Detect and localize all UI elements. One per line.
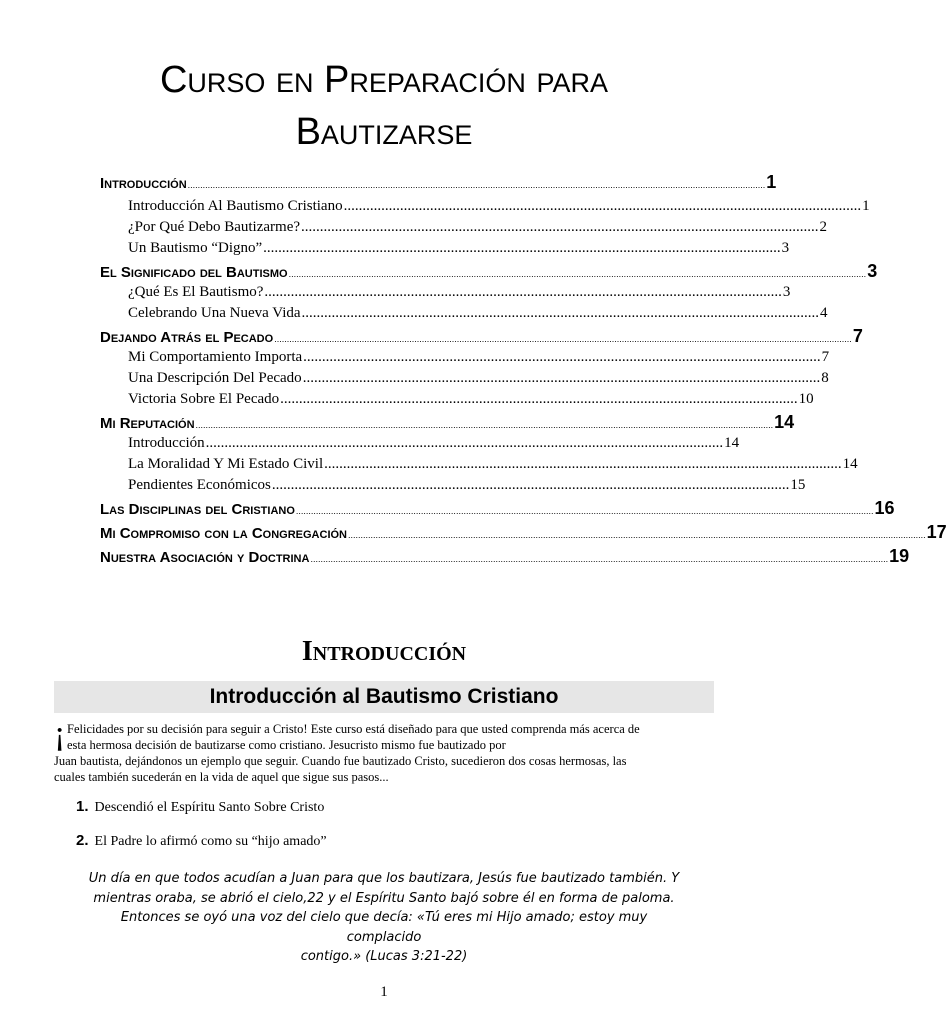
toc-entry-label: Victoria Sobre El Pecado: [128, 391, 280, 407]
toc-entry-page: 1: [766, 172, 777, 192]
toc-leader-dots: ..........................................................................................................................................: [302, 370, 821, 386]
intro-paragraph-line: esta hermosa decisión de bautizarse como cristiano. Jesucristo mismo fue bautizado por: [67, 738, 506, 752]
toc-leader-dots: ..........................................................................................................................................: [263, 240, 781, 256]
toc-entry[interactable]: [128, 198, 870, 215]
toc-entry[interactable]: [100, 498, 895, 519]
list-item-text: Descendió el Espíritu Santo Sobre Cristo: [94, 800, 325, 815]
quote-line: contigo.» (Lucas 3:21-22): [300, 949, 468, 964]
toc-entry-page: 7: [821, 349, 830, 365]
toc-leader-dots: .......................................................................................................................................................................................................................................: [274, 334, 852, 344]
toc-entry[interactable]: [100, 412, 795, 433]
toc-entry-page: 3: [782, 284, 791, 300]
toc-entry[interactable]: [100, 326, 863, 347]
toc-entry-page: 3: [867, 261, 878, 281]
toc-entry[interactable]: [128, 240, 790, 257]
toc-entry-page: 3: [781, 240, 790, 256]
toc-entry-page: 17: [926, 522, 947, 542]
toc-leader-dots: ..........................................................................................................................................: [343, 198, 862, 214]
toc-entry[interactable]: [100, 261, 878, 282]
toc-entry-label: Pendientes Económicos: [128, 477, 271, 493]
page-number: 1: [380, 984, 388, 1000]
toc-entry-page: 8: [821, 370, 829, 386]
toc-entry-label: Introducción: [128, 435, 205, 451]
toc-entry-label: Nuestra Asociación y Doctrina: [100, 549, 310, 566]
toc-entry[interactable]: [128, 349, 830, 366]
toc-entry[interactable]: [128, 219, 828, 236]
toc-entry-label: Mi Reputación: [100, 415, 195, 432]
toc-entry[interactable]: [128, 305, 828, 322]
toc-leader-dots: .......................................................................................................................................................................................................................................: [187, 180, 766, 190]
list-item-number: 2.: [76, 832, 89, 849]
toc-entry-label: La Moralidad Y Mi Estado Civil: [128, 456, 324, 472]
list-item: [76, 798, 324, 816]
toc-leader-dots: .......................................................................................................................................................................................................................................: [348, 530, 926, 540]
toc-entry-page: 19: [889, 546, 910, 566]
toc-leader-dots: .......................................................................................................................................................................................................................................: [295, 506, 874, 516]
toc-entry-label: Introducción Al Bautismo Cristiano: [128, 198, 343, 214]
toc-entry[interactable]: [128, 391, 814, 408]
toc-entry-label: Mi Comportamiento Importa: [128, 349, 303, 365]
intro-paragraph-line: Felicidades por su decisión para seguir a Cristo! Este curso está diseñado para que usted comprenda más acerca de: [67, 722, 640, 736]
toc-leader-dots: ..........................................................................................................................................: [205, 435, 724, 451]
toc-entry[interactable]: [100, 522, 947, 543]
toc-entry[interactable]: [128, 370, 829, 387]
toc-entry-label: ¿Qué Es El Bautismo?: [128, 284, 264, 300]
toc-leader-dots: .......................................................................................................................................................................................................................................: [310, 554, 889, 564]
toc-entry-page: 2: [819, 219, 828, 235]
toc-entry[interactable]: [100, 172, 777, 193]
list-item-text: El Padre lo afirmó como su “hijo amado”: [94, 834, 327, 849]
toc-entry-label: Una Descripción Del Pecado: [128, 370, 302, 386]
toc-leader-dots: ..........................................................................................................................................: [301, 305, 820, 321]
toc-entry-page: 7: [852, 326, 863, 346]
toc-entry-label: ¿Por Qué Debo Bautizarme?: [128, 219, 301, 235]
toc-entry[interactable]: [128, 284, 791, 301]
quote-line: Un día en que todos acudían a Juan para que los bautizara, Jesús fue bautizado también. Y: [88, 871, 680, 886]
toc-entry[interactable]: [100, 546, 910, 567]
toc-entry-label: Mi Compromiso con la Congregación: [100, 525, 347, 542]
toc-leader-dots: ..........................................................................................................................................: [324, 456, 842, 472]
subsection-banner: Introducción al Bautismo Cristiano: [54, 681, 714, 713]
quote-line: Entonces se oyó una voz del cielo que decía: «Tú eres mi Hijo amado; estoy muy complacido: [120, 910, 648, 945]
drop-cap: ¡: [54, 715, 66, 752]
toc-entry-label: Celebrando Una Nueva Vida: [128, 305, 301, 321]
toc-entry-label: El Significado del Bautismo: [100, 264, 288, 281]
intro-paragraph-line: cuales también sucederán en la vida de aquel que sigue sus pasos...: [54, 770, 389, 784]
toc-leader-dots: ..........................................................................................................................................: [301, 219, 819, 235]
document-title-line-2: Bautizarse: [295, 111, 473, 153]
section-heading: Introducción: [301, 636, 467, 667]
toc-entry[interactable]: [128, 456, 858, 473]
toc-entry-page: 1: [862, 198, 870, 214]
intro-paragraph-line: Juan bautista, dejándonos un ejemplo que seguir. Cuando fue bautizado Cristo, sucedieron dos cosas hermosas, las: [54, 754, 627, 768]
toc-entry-label: Un Bautismo “Digno”: [128, 240, 263, 256]
toc-entry-page: 16: [874, 498, 895, 518]
toc-entry-page: 14: [774, 412, 795, 432]
quote-line: mientras oraba, se abrió el cielo,22 y el Espíritu Santo bajó sobre él en forma de paloma.: [93, 890, 675, 906]
document-title-line-1: Curso en Preparación para: [159, 59, 609, 101]
toc-leader-dots: ..........................................................................................................................................: [271, 477, 790, 493]
toc-entry-label: Las Disciplinas del Cristiano: [100, 501, 295, 518]
toc-entry-page: 14: [724, 435, 740, 451]
toc-entry-label: Dejando Atrás el Pecado: [100, 329, 274, 346]
scripture-quote: [84, 869, 684, 967]
toc-entry-page: 15: [790, 477, 806, 493]
toc-leader-dots: ..........................................................................................................................................: [264, 284, 782, 300]
toc-entry-label: Introducción: [100, 175, 187, 192]
toc-entry[interactable]: [128, 477, 806, 494]
toc-leader-dots: ..........................................................................................................................................: [303, 349, 821, 365]
toc-leader-dots: .......................................................................................................................................................................................................................................: [195, 420, 774, 430]
list-item-number: 1.: [76, 798, 89, 815]
toc-entry[interactable]: [128, 435, 740, 452]
toc-entry-page: 10: [798, 391, 814, 407]
list-item: [76, 832, 327, 850]
toc-leader-dots: .......................................................................................................................................................................................................................................: [288, 269, 867, 279]
toc-entry-page: 14: [842, 456, 858, 472]
toc-entry-page: 4: [820, 305, 828, 321]
toc-leader-dots: ..........................................................................................................................................: [280, 391, 798, 407]
